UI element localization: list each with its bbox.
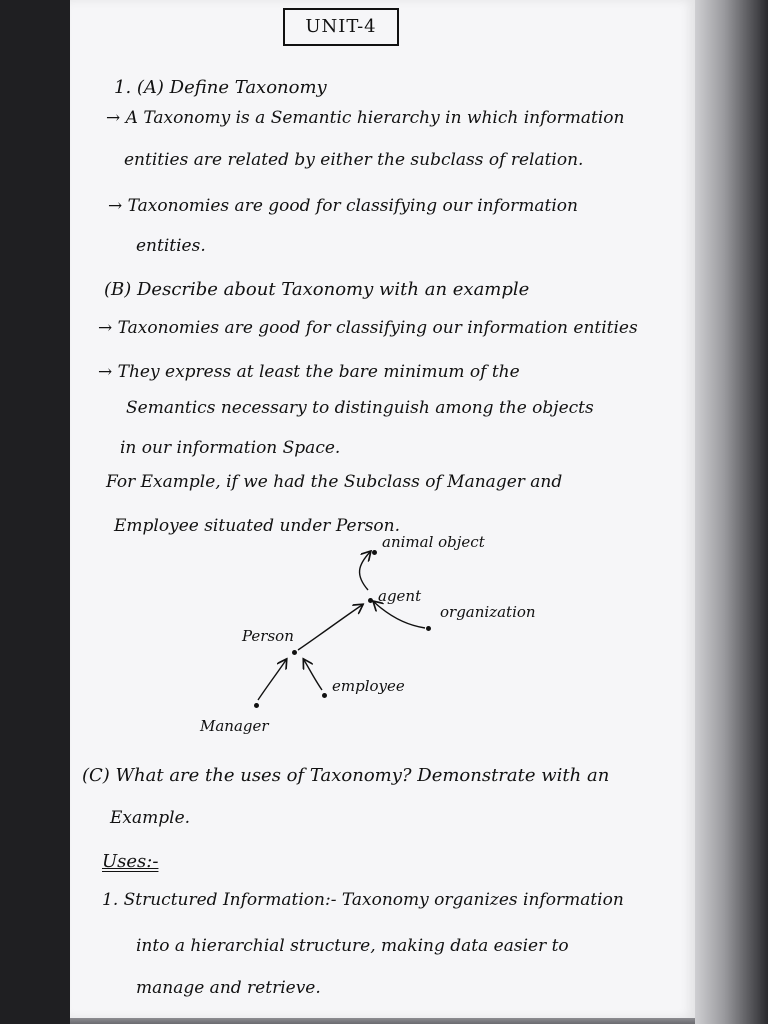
label-employee: employee [332,677,405,695]
text-line: 1. Structured Information:- Taxonomy organizes information [102,890,624,910]
uses-heading: Uses:- [102,851,159,872]
text-line: entities are related by either the subclass of relation. [124,150,584,170]
question-a-heading: 1. (A) Define Taxonomy [114,77,327,98]
node-person [292,650,297,655]
text-line: → They express at least the bare minimum of the [98,362,520,382]
question-c-heading: (C) What are the uses of Taxonomy? Demonstrate with an [82,765,610,786]
label-agent: agent [378,587,422,605]
text-line: → Taxonomies are good for classifying our information entities [98,318,638,338]
text-line: manage and retrieve. [136,978,321,998]
label-person: Person [242,627,294,645]
node-manager [254,703,259,708]
label-manager: Manager [200,717,269,735]
text-line: into a hierarchial structure, making data easier to [136,936,569,956]
notebook-page [70,0,695,1018]
text-line: entities. [136,236,206,256]
text-line: → Taxonomies are good for classifying our information [108,196,578,216]
edge-manager-to-person [258,660,286,700]
text-line: For Example, if we had the Subclass of Manager and [106,472,563,492]
label-animal-object: animal object [382,533,485,551]
question-b-heading: (B) Describe about Taxonomy with an example [104,279,530,300]
edge-employee-to-person [304,660,322,690]
node-agent [368,598,373,603]
node-organization [426,626,431,631]
label-organization: organization [440,603,536,621]
page-edge-right [695,0,768,1024]
edge-person-to-agent [298,605,362,650]
text-line: Employee situated under Person. [114,516,401,536]
unit-title: UNIT-4 [283,8,399,46]
node-animal-object [372,550,377,555]
node-employee [322,693,327,698]
edge-agent-to-animal-object [360,552,370,590]
text-line: in our information Space. [120,438,341,458]
text-line: Semantics necessary to distinguish among the objects [126,398,594,418]
text-line: Example. [110,808,191,828]
text-line: → A Taxonomy is a Semantic hierarchy in which information [106,108,625,128]
